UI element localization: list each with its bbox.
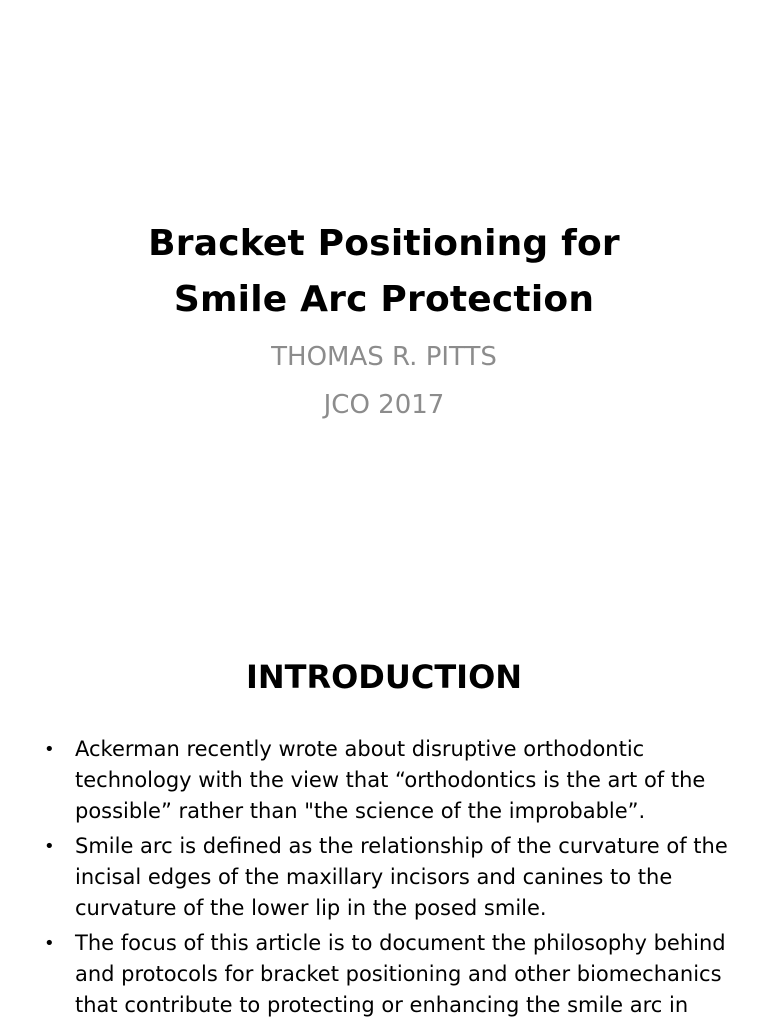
introduction-slide	[0, 576, 768, 1024]
bullet-text: Smile arc is defined as the relationship of the curvature of the incisal edges of the maxillary incisors and canines to the curvature of the lower lip in the posed smile.	[75, 834, 728, 920]
bullet-item	[38, 734, 728, 827]
title-line-2: Smile Arc Protection	[173, 279, 595, 321]
journal-year: JCO 2017	[323, 390, 445, 420]
bullet-text: The focus of this article is to document the philosophy behind and protocols for bracket positioning and other biomechanics that contribute to protecting or enhancing the smile arc in	[75, 931, 726, 1017]
author-name: THOMAS R. PITTS	[271, 342, 497, 372]
title-line-1: Bracket Positioning for	[148, 223, 620, 265]
bullet-item	[38, 928, 728, 1021]
bullet-dot-icon: •	[44, 933, 55, 954]
slide-subtitle	[0, 333, 768, 429]
bullet-text: Ackerman recently wrote about disruptive orthodontic technology with the view that “orthodontics is the art of the possible” rather than "the science of the improbable”.	[75, 737, 706, 823]
section-heading: INTRODUCTION	[245, 657, 523, 696]
bullet-item	[38, 831, 728, 924]
slide-title	[0, 216, 768, 328]
bullet-dot-icon: •	[44, 739, 55, 760]
bullet-dot-icon: •	[44, 836, 55, 857]
bullet-list	[38, 734, 728, 1024]
